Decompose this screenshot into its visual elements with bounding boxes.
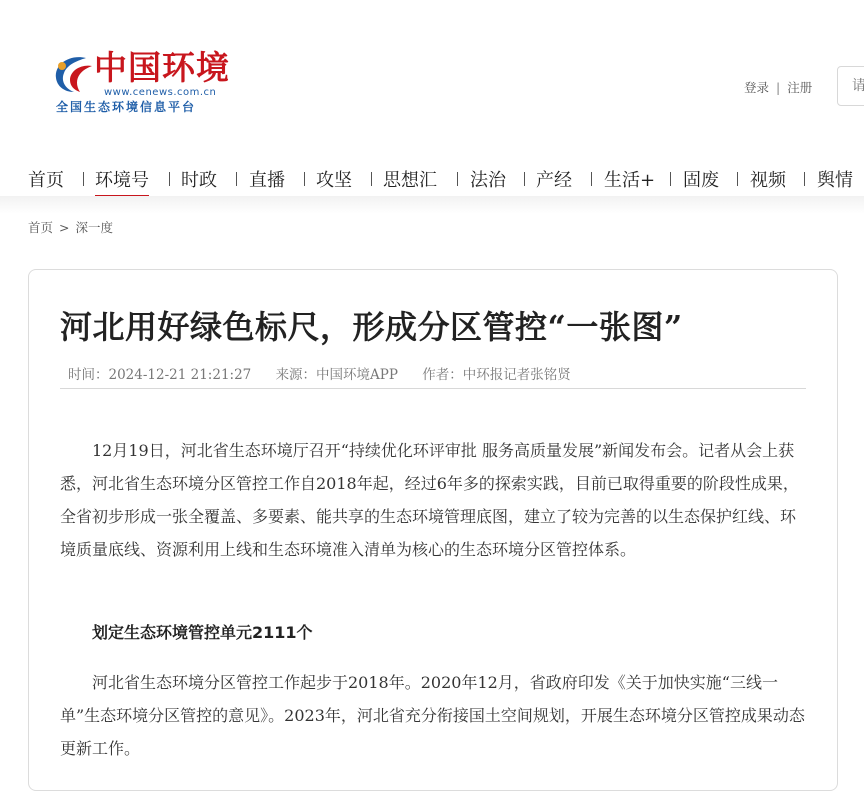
logo-swirl-icon xyxy=(48,52,98,96)
breadcrumb-home[interactable]: 首页 xyxy=(28,220,54,235)
search-box xyxy=(837,66,864,106)
login-link[interactable]: 登录 xyxy=(744,80,770,95)
nav-item-opinion[interactable]: 舆情 xyxy=(817,170,853,191)
nav-divider xyxy=(524,172,525,186)
article-paragraph: 河北省生态环境分区管控工作起步于2018年。2020年12月，省政府印发《关于加快实施“三线一单”生态环境分区管控的意见》。2023年，河北省充分衔接国土空间规划，开展生态环境分区管控成果动态更新工作。 xyxy=(60,673,805,758)
main-nav xyxy=(0,156,864,198)
article-subheading: 划定生态环境管控单元2111个 xyxy=(92,623,313,642)
nav-divider xyxy=(591,172,592,186)
breadcrumb-separator: > xyxy=(59,220,70,235)
nav-item-waste[interactable]: 固废 xyxy=(683,170,719,191)
logo-url: www.cenews.com.cn xyxy=(104,87,217,98)
nav-item-environment[interactable]: 环境号 xyxy=(95,166,149,196)
article-author: 作者：中环报记者张铭贤 xyxy=(422,367,571,383)
nav-divider xyxy=(169,172,170,186)
nav-item-home[interactable]: 首页 xyxy=(28,170,64,191)
breadcrumb-current[interactable]: 深一度 xyxy=(75,220,113,235)
nav-divider xyxy=(804,172,805,186)
logo-title: 中国环境 xyxy=(94,48,230,87)
article-source: 来源：中国环境APP xyxy=(275,367,398,383)
auth-links xyxy=(744,78,812,96)
nav-divider xyxy=(670,172,671,186)
nav-item-politics[interactable]: 时政 xyxy=(181,170,217,191)
nav-divider xyxy=(304,172,305,186)
nav-item-thought[interactable]: 思想汇 xyxy=(383,170,437,191)
nav-item-life[interactable]: 生活+ xyxy=(604,170,656,191)
nav-item-video[interactable]: 视频 xyxy=(750,170,786,191)
nav-divider xyxy=(236,172,237,186)
nav-divider xyxy=(371,172,372,186)
nav-shadow xyxy=(0,196,864,214)
auth-separator: | xyxy=(776,80,781,95)
nav-item-campaign[interactable]: 攻坚 xyxy=(316,170,352,191)
article-title: 河北用好绿色标尺，形成分区管控“一张图” xyxy=(60,308,683,346)
logo-subtitle: 全国生态环境信息平台 xyxy=(56,100,197,114)
article-time: 时间：2024-12-21 21:21:27 xyxy=(68,367,252,383)
meta-divider xyxy=(60,388,806,389)
nav-divider xyxy=(83,172,84,186)
breadcrumb xyxy=(28,218,113,236)
register-link[interactable]: 注册 xyxy=(787,80,813,95)
article-meta xyxy=(68,363,591,383)
search-input[interactable] xyxy=(838,67,864,105)
site-logo[interactable] xyxy=(48,50,238,120)
nav-item-economy[interactable]: 产经 xyxy=(536,170,572,191)
nav-item-law[interactable]: 法治 xyxy=(470,170,506,191)
nav-item-live[interactable]: 直播 xyxy=(249,170,285,191)
article-paragraph: 12月19日，河北省生态环境厅召开“持续优化环评审批 服务高质量发展”新闻发布会。记者从会上获悉，河北省生态环境分区管控工作自2018年起，经过6年多的探索实践，目前已取得重要的阶段性成果，全省初步形成一张全覆盖、多要素、能共享的生态环境管理底图，建立了较为完善的以生态保护红线、环境质量底线、资源利用上线和生态环境准入清单为核心的生态环境分区管控体系。 xyxy=(60,441,799,559)
nav-divider xyxy=(457,172,458,186)
nav-divider xyxy=(737,172,738,186)
